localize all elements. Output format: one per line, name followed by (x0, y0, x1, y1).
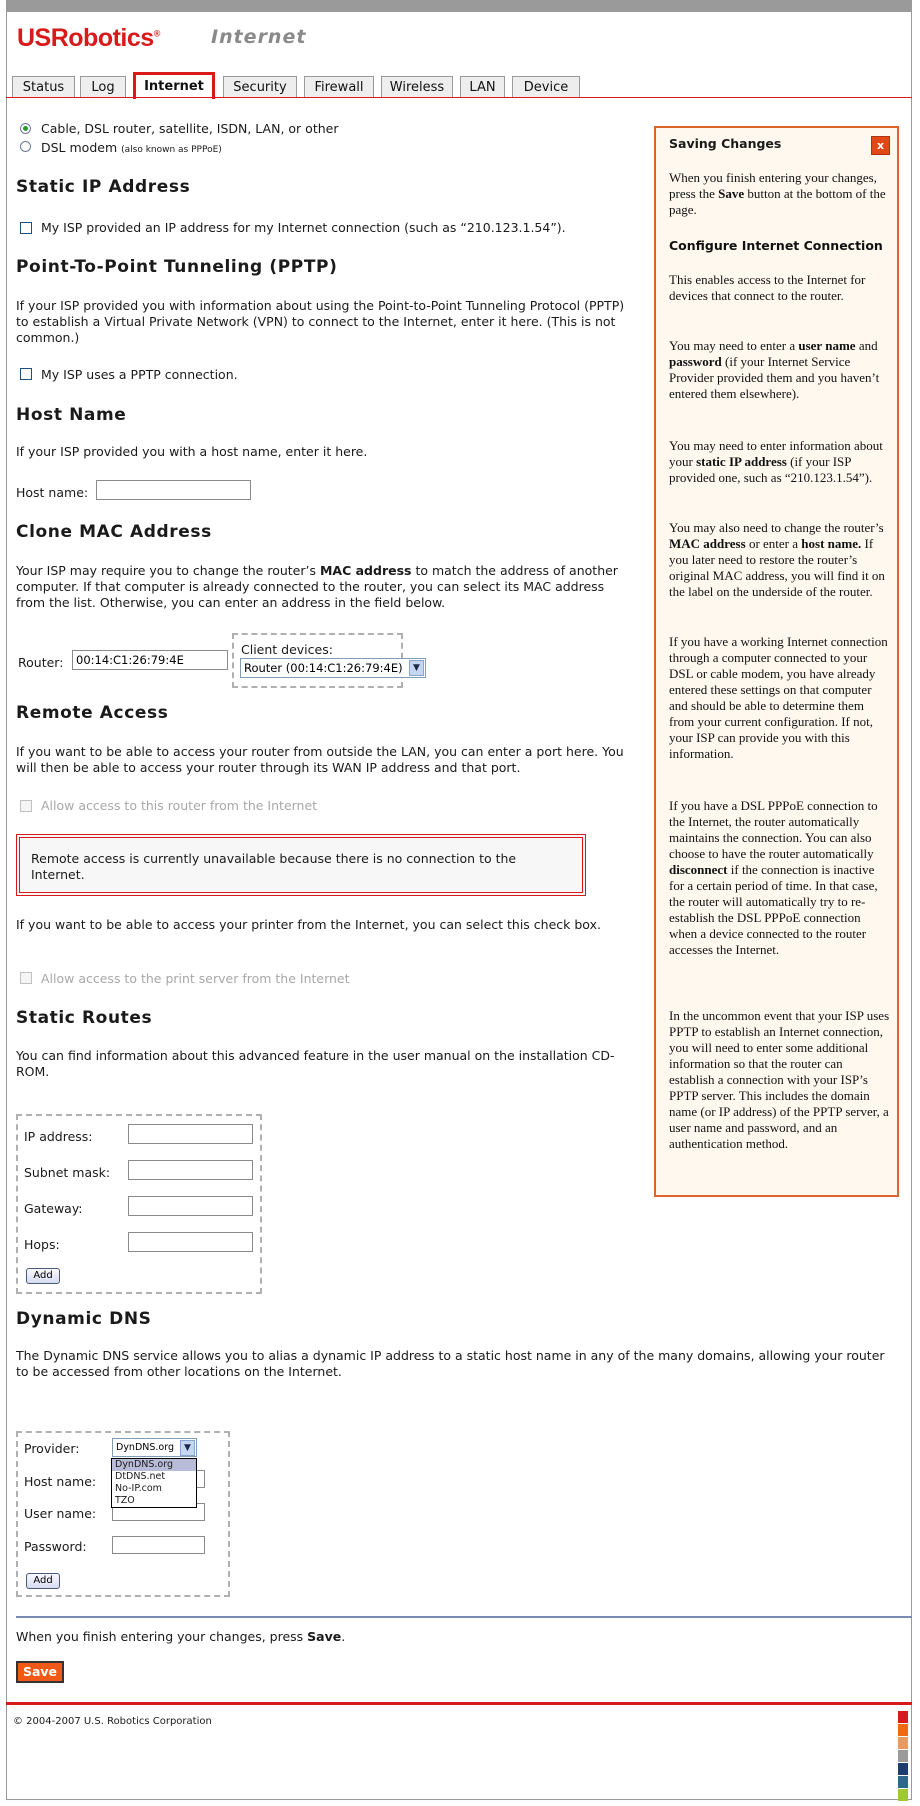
help-p3-b: user name (798, 338, 856, 353)
hops-label: Hops: (24, 1237, 60, 1252)
tab-firewall[interactable]: Firewall (304, 76, 374, 98)
add-ddns-button[interactable]: Add (26, 1573, 60, 1589)
help-p1-pre: When you finish entering your changes, press the (669, 170, 877, 201)
swatch (898, 1776, 908, 1788)
help-p3-a: You may need to enter a (669, 338, 799, 353)
gateway-label: Gateway: (24, 1201, 83, 1216)
help-p5-d: host name. (801, 536, 862, 551)
ddns-password-input[interactable] (112, 1536, 205, 1554)
provider-option[interactable]: DynDNS.org (112, 1459, 196, 1471)
add-route-button[interactable]: Add (26, 1268, 60, 1284)
ip-address-label: IP address: (24, 1129, 93, 1144)
remote-access-checkbox[interactable] (20, 800, 32, 812)
dynamic-dns-description: The Dynamic DNS service allows you to alias a dynamic IP address to a static host name in any of the many domains, allowing your router to be accessed from other locations on the Internet. (16, 1348, 885, 1379)
pptp-checkbox-label: My ISP uses a PPTP connection. (41, 367, 238, 382)
pptp-description: If your ISP provided you with information about using the Point-to-Point Tunneling Protocol (PPTP) to establish a Virtual Private Network (VPN) to connect to the Internet, enter it here. (This is not common.) (16, 298, 625, 345)
gateway-input[interactable] (128, 1196, 253, 1216)
subnet-mask-label: Subnet mask: (24, 1165, 111, 1180)
radio-dsl-modem[interactable] (20, 141, 31, 152)
host-name-label: Host name: (16, 485, 89, 500)
remote-access-checkbox-label: Allow access to this router from the Internet (41, 798, 318, 813)
help-paragraph: This enables access to the Internet for devices that connect to the router. (669, 272, 866, 303)
ddns-host-name-label: Host name: (24, 1474, 97, 1489)
save-note-bold: Save (307, 1629, 342, 1644)
pppoe-note: (also known as PPPoE) (121, 145, 222, 155)
subnet-mask-input[interactable] (128, 1160, 253, 1180)
swatch (898, 1750, 908, 1762)
tab-security[interactable]: Security (223, 76, 297, 98)
swatch (898, 1737, 908, 1749)
remote-access-description: If you want to be able to access your router from outside the LAN, you can enter a port here. You will then be able to access your router through its WAN IP address and that port. (16, 744, 624, 775)
copyright: © 2004-2007 U.S. Robotics Corporation (13, 1716, 212, 1727)
help-paragraph: If you have a working Internet connection through a computer connected to your DSL or cable modem, you have already entered these settings on that computer and should be able to determine them from your current configuration. If not, your ISP can provide you with this information. (669, 634, 888, 761)
provider-value: DynDNS.org (116, 1442, 175, 1453)
help-p4-b: static IP address (696, 454, 787, 469)
dynamic-dns-heading: Dynamic DNS (16, 1309, 152, 1329)
footer-rule (6, 1702, 912, 1705)
tab-log[interactable]: Log (80, 76, 126, 98)
static-routes-heading: Static Routes (16, 1008, 153, 1028)
printer-description: If you want to be able to access your printer from the Internet, you can select this check box. (16, 917, 601, 932)
save-note (16, 1629, 345, 1645)
client-devices-value: Router (00:14:C1:26:79:4E) (244, 661, 403, 675)
clone-mac-desc-post: to match the address of another computer. If that computer is already connected to the router, you can select its MAC address from the list. Otherwise, you can enter an address in the field below. (16, 563, 618, 610)
help-paragraph (669, 438, 891, 486)
help-p7-c: if the connection is inactive for a certain period of time. In that case, the router will automatically try to re-establish the DSL PPPoE connection when a device connected to the router accesses the Internet. (669, 862, 878, 957)
static-ip-checkbox-label: My ISP provided an IP address for my Internet connection (such as “210.123.1.54”). (41, 220, 566, 235)
tab-lan[interactable]: LAN (460, 76, 505, 98)
host-name-heading: Host Name (16, 405, 127, 425)
ip-address-input[interactable] (128, 1124, 253, 1144)
provider-dropdown-list (111, 1458, 197, 1508)
help-p3-e: (if your Internet Service Provider provided them and you haven’t entered them elsewhere). (669, 354, 880, 401)
provider-option[interactable]: TZO (115, 1495, 135, 1506)
radio-cable-label: Cable, DSL router, satellite, ISDN, LAN, or other (41, 121, 339, 136)
ddns-password-label: Password: (24, 1539, 87, 1554)
provider-option[interactable]: DtDNS.net (115, 1471, 166, 1482)
help-paragraph (669, 338, 891, 402)
ddns-user-name-label: User name: (24, 1506, 97, 1521)
clone-mac-description (16, 563, 636, 611)
help-p5-c: or enter a (745, 536, 802, 551)
client-devices-label: Client devices: (241, 642, 333, 657)
help-paragraph: In the uncommon event that your ISP uses PPTP to establish an Internet connection, you will need to enter some additional information so that the router can establish a connection with your ISP’s PPTP server. This includes the domain name (or IP address) of the PPTP server, a user name and password, and an authentication method. (669, 1008, 890, 1151)
hops-input[interactable] (128, 1232, 253, 1252)
help-p1-bold: Save (718, 186, 745, 201)
close-icon[interactable]: x (871, 136, 890, 155)
remote-access-heading: Remote Access (16, 703, 169, 723)
divider (16, 1616, 912, 1618)
radio-dsl-label (41, 140, 222, 158)
help-p1-post: button at the bottom of the page. (669, 186, 886, 217)
print-server-checkbox-label: Allow access to the print server from the Internet (41, 971, 350, 986)
provider-select[interactable] (112, 1438, 197, 1457)
chevron-down-icon: ▼ (409, 660, 424, 676)
help-panel (654, 126, 899, 1197)
tab-underline (6, 97, 912, 98)
help-p3-d: password (669, 354, 722, 369)
logo-text: USRobotics (17, 24, 154, 52)
help-p4-a: You may need to enter information about your (669, 438, 883, 469)
help-paragraph (669, 520, 891, 600)
swatch (898, 1789, 908, 1801)
save-note-pre: When you finish entering your changes, press (16, 1629, 308, 1644)
router-mac-label: Router: (18, 655, 64, 670)
help-title: Saving Changes (669, 136, 782, 151)
help-p3-c: and (855, 338, 878, 353)
help-p5-a: You may also need to change the router’s (669, 520, 884, 535)
help-p7-b: disconnect (669, 862, 728, 877)
logo-trademark: ® (153, 28, 160, 39)
tab-wireless[interactable]: Wireless (381, 76, 453, 98)
dsl-modem-text: DSL modem (41, 140, 118, 155)
print-server-checkbox[interactable] (20, 972, 32, 984)
clone-mac-desc-bold: MAC address (319, 563, 412, 578)
help-subtitle: Configure Internet Connection (669, 238, 883, 253)
brand-logo (17, 24, 160, 53)
host-name-description: If your ISP provided you with a host name, enter it here. (16, 444, 368, 459)
tab-device[interactable]: Device (512, 76, 580, 98)
save-note-post: . (341, 1629, 346, 1644)
radio-cable[interactable] (20, 123, 31, 134)
chevron-down-icon: ▼ (180, 1440, 195, 1456)
swatch (898, 1724, 908, 1736)
pptp-checkbox[interactable] (20, 368, 32, 380)
tab-internet[interactable]: Internet (133, 72, 215, 99)
pptp-heading: Point-To-Point Tunneling (PPTP) (16, 257, 338, 277)
client-devices-select[interactable] (240, 658, 426, 678)
tab-status[interactable]: Status (12, 76, 75, 98)
swatch (898, 1711, 908, 1723)
static-ip-checkbox[interactable] (20, 222, 32, 234)
help-p4-c: (if your ISP provided one, such as “210.123.1.54”). (669, 454, 873, 485)
page-title: Internet (211, 26, 307, 48)
static-ip-heading: Static IP Address (16, 177, 191, 197)
remote-access-alert (16, 834, 586, 896)
provider-option[interactable]: No-IP.com (115, 1483, 162, 1494)
provider-label: Provider: (24, 1441, 80, 1456)
clone-mac-desc-pre: Your ISP may require you to change the router’s (16, 563, 320, 578)
help-paragraph (669, 170, 891, 218)
help-p5-b: MAC address (669, 536, 746, 551)
remote-access-alert-text: Remote access is currently unavailable because there is no connection to the Internet. (31, 851, 517, 882)
swatch (898, 1763, 908, 1775)
help-p7-a: If you have a DSL PPPoE connection to the Internet, the router automatically maintains the connection. You can also choose to have the router automatically (669, 798, 878, 861)
clone-mac-heading: Clone MAC Address (16, 522, 212, 542)
help-p5-e: If you later need to restore the router’s original MAC address, you will find it on the label on the underside of the router. (669, 536, 885, 599)
router-mac-input[interactable]: 00:14:C1:26:79:4E (72, 650, 228, 670)
help-paragraph (669, 798, 891, 958)
save-button[interactable]: Save (16, 1661, 64, 1683)
static-routes-description: You can find information about this advanced feature in the user manual on the installation CD-ROM. (16, 1048, 615, 1079)
host-name-input[interactable] (96, 480, 251, 500)
